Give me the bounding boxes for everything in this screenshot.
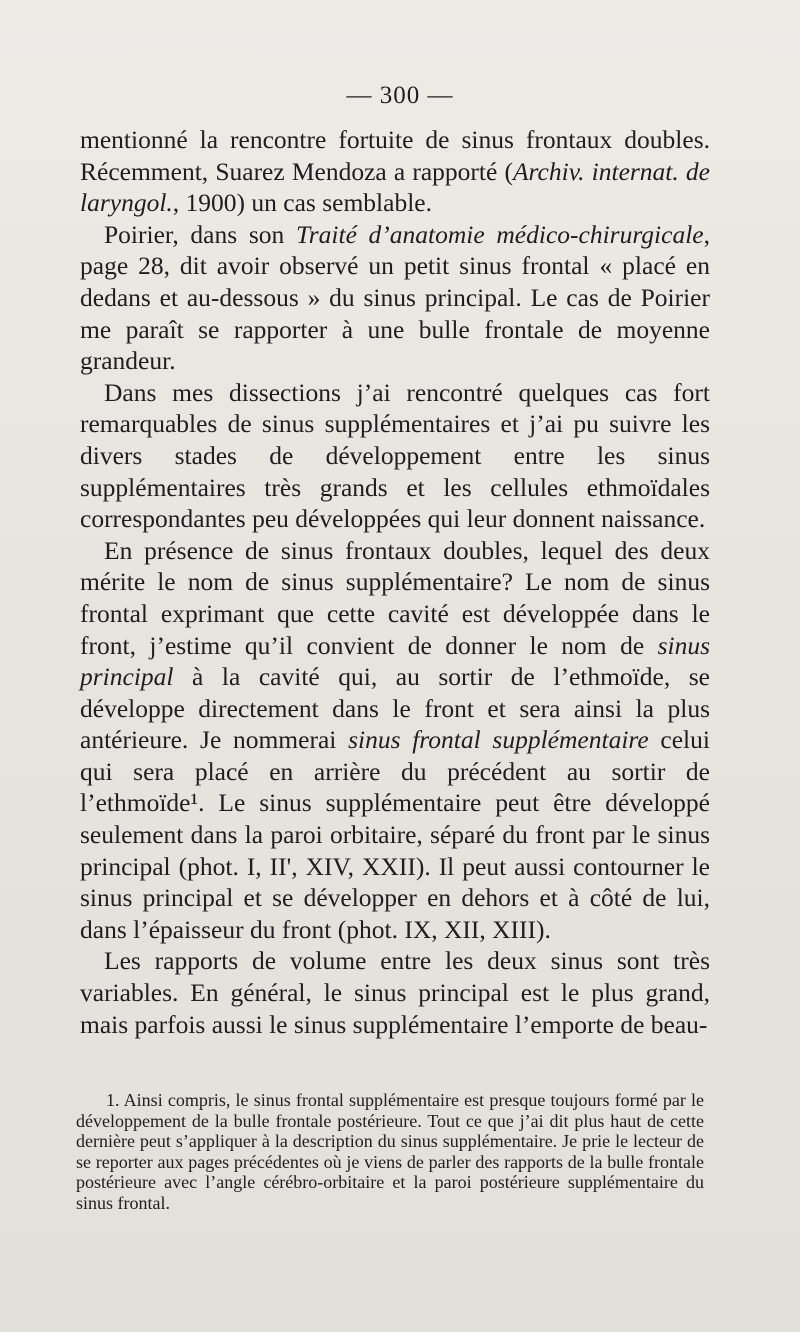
body-text bbox=[80, 124, 710, 1040]
text-segment: Les rapports de volume entre les deux sinus sont très variables. En général, le sinus principal est le plus grand, mais parfois aussi le sinus supplémentaire l’emporte de beau- bbox=[80, 946, 710, 1039]
paragraph-2 bbox=[80, 219, 710, 377]
citation-italic: Archiv. internat. de laryngol. bbox=[80, 156, 710, 218]
book-title-italic: Traité d’anatomie médico-chirurgicale bbox=[295, 219, 704, 249]
text-segment: En présence de sinus frontaux doubles, lequel des deux mérite le nom de sinus supplémentaire? Le nom de sinus frontal exprimant que cette cavité est développée dans le front, j’estime qu’il convient de donner le nom de bbox=[80, 535, 710, 660]
paragraph-4 bbox=[80, 535, 710, 946]
text-segment: celui qui sera placé en arrière du précédent au sortir de l’ethmoïde¹. Le sinus supplémentaire peut être développé seulement dans la paroi orbitaire, séparé du front par le sinus principal (phot. I, II', XIV, XXII). Il peut aussi contourner le sinus principal et se développer en dehors et à côté de lui, dans l’épaisseur du front (phot. IX, XII, XIII). bbox=[80, 725, 710, 944]
term-italic: sinus frontal supplémentaire bbox=[348, 725, 649, 755]
paragraph-3 bbox=[80, 377, 710, 535]
paragraph-5 bbox=[80, 945, 710, 1040]
text-segment: à la cavité qui, au sortir de l’ethmoïde, se développe directement dans le front et sera ainsi la plus antérieure. Je nommerai bbox=[80, 662, 710, 755]
footnote-text: 1. Ainsi compris, le sinus frontal supplémentaire est presque toujours formé par le développement de la bulle frontale postérieure. Tout ce que j’ai dit plus haut de cette dernière peut s’appliquer à la description du sinus supplémentaire. Je prie le lecteur de se reporter aux pages précédentes où je viens de parler des rapports de la bulle frontale postérieure avec l’angle cérébro-orbitaire et la paroi postérieure supplémentaire du sinus frontal. bbox=[76, 1090, 704, 1213]
text-segment: Dans mes dissections j’ai rencontré quelques cas fort remarquables de sinus supplémentaires et j’ai pu suivre les divers stades de développement entre les sinus supplémentaires très grands et les cellules ethmoïdales correspondantes peu développées qui leur donnent naissance. bbox=[80, 377, 710, 534]
text-segment: , 1900) un cas semblable. bbox=[172, 188, 432, 218]
text-segment: Poirier, dans son bbox=[104, 219, 296, 249]
page-number: — 300 — bbox=[346, 82, 454, 109]
text-segment: mentionné la rencontre fortuite de sinus frontaux doubles. Récemment, Suarez Mendoza a rapporté ( bbox=[80, 125, 710, 186]
term-italic: sinus principal bbox=[80, 630, 710, 692]
text-segment: , page 28, dit avoir observé un petit sinus frontal « placé en dedans et au-dessous » du sinus principal. Le cas de Poirier me paraît se rapporter à une bulle frontale de moyenne grandeur. bbox=[80, 219, 710, 376]
paragraph-1 bbox=[80, 124, 710, 219]
footnote bbox=[76, 1090, 704, 1213]
